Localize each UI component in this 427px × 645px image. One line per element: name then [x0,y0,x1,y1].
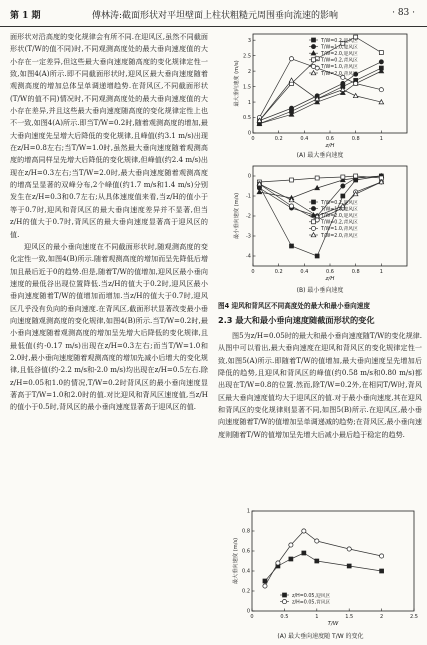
data-point [302,551,306,555]
y-tick-label: -3 [246,233,251,240]
section-heading: 2.3 最大和最小垂向速度随截面形状的变化 [218,315,375,325]
x-tick-label: 1 [379,136,383,142]
x-tick-label: 1 [315,614,319,620]
data-point [290,178,294,182]
data-point [315,559,319,563]
running-header [0,0,427,27]
y-tick-label: 0 [246,608,250,615]
data-point [341,184,345,188]
legend-marker [311,226,315,230]
legend-marker [312,58,316,62]
series-3 [257,174,383,184]
x-tick-label: 0.2 [274,136,283,142]
data-point [289,204,293,208]
data-point [315,176,319,180]
left-paragraph-2: 迎风区的最小垂向速度在不同截面形状时,随观测高度的变化定性一致,如图4(B)所示.随着观测高度的增加而呈先降低后增加且最后近于0的趋势.但是,随着T/W的值增加,迎风区最小垂向速度的最低谷出现位置降低.当z/H的值大于0.2时,迎风区最小垂向速度随着T/W的值增加而增加.当z/H的值大于0.7时,迎风区几乎没有负向的垂向速度.在背风区,截面形状显著改变最小垂向速度随观测高度的变化规律,如图4(B)所示.当T/W=0.2时,最小垂向速度随着观测高度的增加呈先增大后降低的变化规律,且最低值(约-0.17 m/s)出现在z/H=0.3左右;而当T/W=1.0和2.0时,最小垂向速度随着观测高度的增加先减小后增大的变化规律,且低谷值(约-2.2 m/s和-2.0 m/s)均出现在z/H=0.5左右.除z/H=0.05和1.0的情况,T/W=0.2时背风区的最小垂向速度显著高于T/W=1.0和2.0时的值.对比迎风和背风区速度值,当z/H的值小于0.5时,背风区的最小垂向速度显著高于迎风区的值. [10,241,208,412]
legend-marker [283,593,287,597]
x-tick-label: 0 [251,269,255,275]
series-1 [263,529,384,588]
x-tick-label: 0.4 [300,269,309,275]
data-point [354,174,358,178]
legend-marker [311,64,315,68]
left-column [10,31,208,414]
legend [280,592,331,606]
y-tick-label: 1 [247,99,251,106]
legend-entry: T/W=0.2,背风区 [321,220,358,226]
series-0 [263,551,384,583]
data-point [379,88,383,92]
data-point [380,569,384,573]
y-tick-label: 1.5 [243,84,251,91]
legend-marker [282,600,286,604]
y-tick-label: 0.5 [243,115,251,122]
data-point [263,579,267,583]
x-tick-label: 1.5 [345,614,354,620]
x-tick-label: 0.6 [326,136,334,142]
legend-marker [311,71,316,75]
data-point [341,175,345,179]
legend-entry: T/W=0.2,迎风区 [321,200,358,206]
figure-4a-chart [225,28,415,151]
y-tick-label: 2 [247,68,251,75]
plot-frame [252,511,414,611]
y-tick-label: 2.5 [243,53,251,60]
data-point [347,547,351,551]
legend-entry: T/W=2.0,背风区 [321,233,358,239]
x-axis-label: z/H [325,276,335,282]
data-point [341,194,345,198]
x-tick-label: 0 [251,136,255,142]
legend-marker [311,207,315,211]
y-tick-label: -1 [246,193,251,200]
data-point [276,561,280,565]
data-point [380,554,384,558]
figure-4-caption: 图4 迎风和背风区不同高度处的最大和最小垂向速度 [218,302,370,310]
figure-4a-caption: (A) 最大垂向速度 [296,152,344,159]
legend-marker [312,220,316,224]
series-line [259,176,381,198]
x-tick-label: 1 [379,269,383,275]
data-point [347,564,351,568]
legend-entry: z/H=0.05,迎风区 [292,593,331,599]
x-axis-label: T/W [327,621,339,627]
legend-entry: T/W=1.0,迎风区 [321,207,358,213]
data-point [353,93,358,97]
right-paragraph: 图5为z/H=0.05时的最大和最小垂向速度随T/W的变化规律.从图中可以看出,最大垂向速度在迎风和背风区的变化规律定性一致,如图5(A)所示.即随着T/W的值增加,最大垂向速度呈先增加后降低的趋势,且迎风和背风区的峰值(约0.58 m/s和0.80 m/s)都出现在T/W=0.8的位置.然而,除T/W=0.2外,在相同T/W时,背风区最大垂向速度值均大于迎风区的值.对于最小垂向速度,其在迎风和背风区的变化规律则显著不同,如图5(B)所示.在迎风区,最小垂向速度随着T/W的值增加呈单调递减的趋势;在背风区,最小垂向速度则随着T/W的值增加呈先增大后减小最后趋于稳定的趋势. [218,331,423,439]
x-tick-label: 2.5 [410,614,418,620]
x-tick-label: 0.6 [326,269,334,275]
y-tick-label: 0 [247,130,251,137]
y-tick-label: 0.2 [242,588,250,595]
legend-marker [312,200,316,204]
figure-5a-chart [218,505,423,630]
data-point [290,244,294,248]
y-tick-label: 0.6 [242,548,250,555]
x-tick-label: 0.8 [351,269,360,275]
legend-entry: z/H=0.05,背风区 [292,600,331,606]
data-point [379,51,383,55]
legend-entry: T/W=1.0,背风区 [321,227,358,233]
data-point [289,106,293,110]
y-axis-label: 最大垂向速度 (m/s) [234,60,240,107]
y-tick-label: 0.4 [242,568,250,575]
x-tick-label: 0.4 [300,136,309,142]
y-tick-label: 1 [246,508,250,515]
legend-entry: T/W=1.0,迎风区 [321,45,358,51]
x-tick-label: 0.8 [351,136,360,142]
legend-marker [312,38,316,42]
data-point [263,584,267,588]
y-tick-label: 0.8 [242,528,250,535]
series-5 [257,78,384,122]
data-point [302,529,306,533]
x-axis-label: z/H [325,143,335,149]
running-title: 傅林涛:截面形状对平坦壁面上柱状粗糙元周围垂向流速的影响 [92,11,339,21]
data-point [315,254,319,258]
series-line [259,62,381,121]
figure-5a-caption: (A) 最大垂向速度随 T/W 的变化 [277,633,364,640]
data-point [289,78,294,82]
figure-4b-chart [225,160,415,284]
legend-entry: T/W=1.0,背风区 [321,65,358,71]
data-point [379,60,383,64]
x-tick-label: 2 [380,614,384,620]
data-point [289,557,293,561]
x-tick-label: 0.2 [274,269,283,275]
legend-marker [311,45,315,49]
data-point [289,57,293,61]
x-tick-label: 0 [250,614,254,620]
y-axis-label: 最大垂向速度 (m/s) [233,537,239,585]
legend-entry: T/W=2.0,迎风区 [321,214,358,219]
legend-entry: T/W=0.2,迎风区 [321,38,358,44]
issue-number: 第 1 期 [10,11,41,21]
legend-entry: T/W=2.0,迎风区 [321,52,358,57]
series-line [265,531,382,586]
y-tick-label: 0 [247,173,251,180]
data-point [315,539,319,543]
series-line [259,80,381,120]
left-paragraph-1: 面形状对沿高度的变化规律会有所不同.在迎风区,虽然不同截面形状(T/W的值不同)时,不同观测高度处的最大垂向速度值的大小存在一定差异,但这些最大垂向速度随高度的变化规律定性一致,如图4(A)所示.即不同截面形状时,迎风区最大垂向速度随着观测高度的增加总体呈单调递增趋势.在背风区,不同截面形状(T/W的值不同)情况时,不同观测高度处的最大垂向速度值的大小存在差异,并且这些最大垂向速度随高度的变化规律定性上也不一致,如图4(A)所示.即当T/W=0.2时,随着观测高度的增加,最大垂向速度先呈增大后降低的变化规律,且峰值(约3.1 m/s)出现在z/H=0.8左右;当T/W=1.0时,虽然最大垂向速度随着观测高度的增高同样呈先增大后降低的变化规律,但峰值(约2.4 m/s)出现在z/H=0.3左右;当T/W=2.0时,最大垂向速度随着观测高度的增高呈显著的双峰分布,2个峰值(约1.7 m/s和1.4 m/s)分别发生在z/H=0.3和0.7左右;从具体速度值来看,当z/H的值小于等于0.7时,迎风和背风区的最大垂向速度差异并不显著,但当z/H的值大于0.7时,背风区的最大垂向速度显著高于迎风区的值. [10,32,208,239]
figure-4b-caption: (B) 最小垂向速度 [296,287,344,294]
x-tick-label: 0.5 [280,614,289,620]
y-axis-label: 最小垂向速度 (m/s) [234,192,240,240]
data-point [341,81,345,85]
data-point [354,81,358,85]
data-point [289,543,293,547]
y-tick-label: -2 [246,213,251,220]
legend-entry: T/W=2.0,背风区 [321,71,358,77]
right-column [218,330,422,441]
data-point [257,190,262,194]
legend-entry: T/W=0.2,背风区 [321,58,358,64]
page-number: · 83 · [392,8,415,18]
y-tick-label: 3 [247,37,251,44]
y-tick-label: -4 [246,253,251,260]
